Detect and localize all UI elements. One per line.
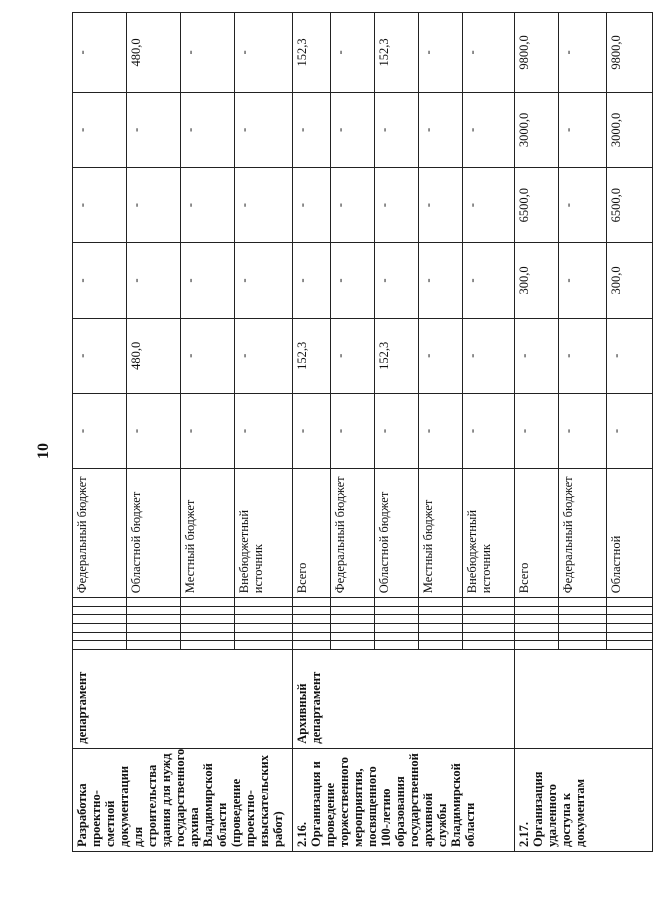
narrow-empty-cell (515, 615, 559, 624)
narrow-empty-cell (181, 615, 235, 624)
amount-cell: - (181, 318, 235, 393)
amount-cell: 6500,0 (515, 168, 559, 243)
narrow-empty-cell (375, 632, 419, 641)
funding-source-cell: Местный бюджет (419, 469, 463, 598)
amount-cell: - (127, 92, 181, 167)
amount-cell: - (293, 92, 331, 167)
amount-cell: - (375, 393, 419, 468)
amount-cell: 152,3 (375, 318, 419, 393)
narrow-empty-cell (73, 632, 127, 641)
amount-cell: - (235, 318, 293, 393)
narrow-empty-cell (127, 632, 181, 641)
funding-source-cell: Областной бюджет (127, 469, 181, 598)
amount-cell: - (181, 168, 235, 243)
narrow-empty-cell (375, 606, 419, 615)
narrow-empty-cell (515, 606, 559, 615)
amount-cell: - (73, 243, 127, 318)
amount-cell: - (515, 318, 559, 393)
narrow-empty-cell (293, 606, 331, 615)
narrow-empty-cell (331, 606, 375, 615)
amount-cell: - (331, 13, 375, 93)
narrow-empty-cell (127, 641, 181, 650)
narrow-empty-cell (419, 624, 463, 633)
narrow-empty-cell (181, 641, 235, 650)
amount-cell: - (375, 243, 419, 318)
narrow-empty-cell (559, 624, 607, 633)
narrow-empty-cell (463, 632, 515, 641)
amount-cell: 3000,0 (607, 92, 653, 167)
narrow-empty-cell (181, 632, 235, 641)
narrow-empty-cell (419, 641, 463, 650)
funding-source-cell: Внебюджетный источник (235, 469, 293, 598)
amount-cell: - (375, 168, 419, 243)
narrow-empty-cell (127, 598, 181, 607)
narrow-empty-cell (559, 598, 607, 607)
narrow-empty-cell (375, 624, 419, 633)
narrow-empty-cell (331, 615, 375, 624)
amount-cell: - (515, 393, 559, 468)
narrow-empty-cell (607, 598, 653, 607)
narrow-empty-cell (375, 641, 419, 650)
amount-cell: - (559, 243, 607, 318)
narrow-empty-cell (331, 624, 375, 633)
funding-source-cell: Федеральный бюджет (73, 469, 127, 598)
executor-cell: департамент (73, 649, 293, 748)
narrow-empty-cell (127, 606, 181, 615)
narrow-empty-cell (419, 615, 463, 624)
narrow-empty-cell (235, 632, 293, 641)
amount-cell: - (559, 393, 607, 468)
amount-cell: - (235, 92, 293, 167)
amount-cell: - (463, 393, 515, 468)
amount-cell: - (235, 168, 293, 243)
funding-source-cell: Внебюджетный источник (463, 469, 515, 598)
narrow-empty-cell (463, 615, 515, 624)
funding-source-cell: Федеральный бюджет (559, 469, 607, 598)
narrow-empty-cell (463, 624, 515, 633)
amount-cell: - (419, 13, 463, 93)
narrow-empty-cell (127, 624, 181, 633)
amount-cell: 300,0 (607, 243, 653, 318)
narrow-empty-cell (73, 641, 127, 650)
amount-cell: - (181, 92, 235, 167)
narrow-empty-cell (331, 632, 375, 641)
amount-cell: - (463, 243, 515, 318)
amount-cell: 6500,0 (607, 168, 653, 243)
narrow-empty-cell (607, 615, 653, 624)
amount-cell: - (559, 168, 607, 243)
narrow-empty-cell (293, 624, 331, 633)
narrow-empty-cell (293, 615, 331, 624)
amount-cell: - (73, 168, 127, 243)
narrow-empty-cell (607, 641, 653, 650)
amount-cell: - (181, 13, 235, 93)
narrow-empty-cell (515, 641, 559, 650)
amount-cell: - (293, 168, 331, 243)
narrow-empty-cell (559, 641, 607, 650)
amount-cell: - (331, 243, 375, 318)
amount-cell: - (127, 393, 181, 468)
narrow-empty-cell (293, 632, 331, 641)
narrow-empty-cell (331, 598, 375, 607)
narrow-empty-cell (375, 615, 419, 624)
amount-cell: - (463, 92, 515, 167)
amount-cell: - (331, 393, 375, 468)
measure-cell: Разработка проектно-сметной документации для строительства здания для нужд государственного архива Владимирской области (проведение проектно-изыскательских работ) (73, 748, 293, 851)
amount-cell: - (235, 13, 293, 93)
page-number: 10 (35, 443, 52, 459)
narrow-empty-cell (293, 598, 331, 607)
narrow-empty-cell (419, 598, 463, 607)
funding-table (72, 12, 653, 852)
amount-cell: - (375, 92, 419, 167)
executor-cell: Архивный департамент (293, 649, 515, 748)
amount-cell: - (127, 168, 181, 243)
amount-cell: - (463, 168, 515, 243)
amount-cell: - (419, 92, 463, 167)
amount-cell: - (559, 13, 607, 93)
narrow-empty-cell (515, 624, 559, 633)
rotated-table-container (72, 12, 623, 852)
amount-cell: - (419, 393, 463, 468)
narrow-empty-cell (235, 624, 293, 633)
amount-cell: - (419, 318, 463, 393)
narrow-empty-cell (463, 641, 515, 650)
funding-source-cell: Областной (607, 469, 653, 598)
narrow-empty-cell (235, 598, 293, 607)
narrow-empty-cell (181, 624, 235, 633)
narrow-empty-cell (559, 615, 607, 624)
amount-cell: - (419, 243, 463, 318)
amount-cell: - (463, 13, 515, 93)
narrow-empty-cell (419, 606, 463, 615)
narrow-empty-cell (607, 606, 653, 615)
amount-cell: - (235, 393, 293, 468)
narrow-empty-cell (73, 606, 127, 615)
amount-cell: - (73, 92, 127, 167)
narrow-empty-cell (559, 632, 607, 641)
amount-cell: - (331, 318, 375, 393)
narrow-empty-cell (515, 632, 559, 641)
amount-cell: 152,3 (293, 13, 331, 93)
funding-source-cell: Областной бюджет (375, 469, 419, 598)
table-row (293, 13, 331, 852)
narrow-empty-cell (73, 598, 127, 607)
narrow-empty-cell (127, 615, 181, 624)
amount-cell: 480,0 (127, 13, 181, 93)
narrow-empty-cell (607, 624, 653, 633)
amount-cell: - (73, 13, 127, 93)
executor-cell (515, 649, 653, 748)
funding-source-cell: Федеральный бюджет (331, 469, 375, 598)
funding-source-cell: Всего (515, 469, 559, 598)
narrow-empty-cell (463, 598, 515, 607)
amount-cell: - (181, 393, 235, 468)
narrow-empty-cell (607, 632, 653, 641)
narrow-empty-cell (181, 606, 235, 615)
narrow-empty-cell (181, 598, 235, 607)
amount-cell: - (293, 243, 331, 318)
narrow-empty-cell (515, 598, 559, 607)
narrow-empty-cell (73, 615, 127, 624)
table-row (515, 13, 559, 852)
narrow-empty-cell (293, 641, 331, 650)
funding-source-cell: Всего (293, 469, 331, 598)
narrow-empty-cell (235, 641, 293, 650)
amount-cell: 9800,0 (515, 13, 559, 93)
amount-cell: - (235, 243, 293, 318)
amount-cell: 152,3 (375, 13, 419, 93)
narrow-empty-cell (235, 615, 293, 624)
amount-cell: - (73, 318, 127, 393)
table-row (73, 13, 127, 852)
amount-cell: - (607, 393, 653, 468)
narrow-empty-cell (559, 606, 607, 615)
amount-cell: - (181, 243, 235, 318)
amount-cell: 300,0 (515, 243, 559, 318)
measure-cell: 2.16. Организация и проведение торжественного мероприятия, посвященного 100-летию образования государственной архивной службы Владимирской области (293, 748, 515, 851)
narrow-empty-cell (331, 641, 375, 650)
measure-cell: 2.17. Организация удаленного доступа к документам (515, 748, 653, 851)
amount-cell: - (331, 168, 375, 243)
amount-cell: - (463, 318, 515, 393)
amount-cell: - (559, 318, 607, 393)
narrow-empty-cell (73, 624, 127, 633)
narrow-empty-cell (235, 606, 293, 615)
amount-cell: - (607, 318, 653, 393)
amount-cell: 152,3 (293, 318, 331, 393)
amount-cell: - (127, 243, 181, 318)
funding-source-cell: Местный бюджет (181, 469, 235, 598)
amount-cell: 480,0 (127, 318, 181, 393)
amount-cell: - (293, 393, 331, 468)
amount-cell: - (419, 168, 463, 243)
amount-cell: - (559, 92, 607, 167)
amount-cell: 9800,0 (607, 13, 653, 93)
amount-cell: 3000,0 (515, 92, 559, 167)
amount-cell: - (331, 92, 375, 167)
narrow-empty-cell (463, 606, 515, 615)
narrow-empty-cell (375, 598, 419, 607)
amount-cell: - (73, 393, 127, 468)
narrow-empty-cell (419, 632, 463, 641)
